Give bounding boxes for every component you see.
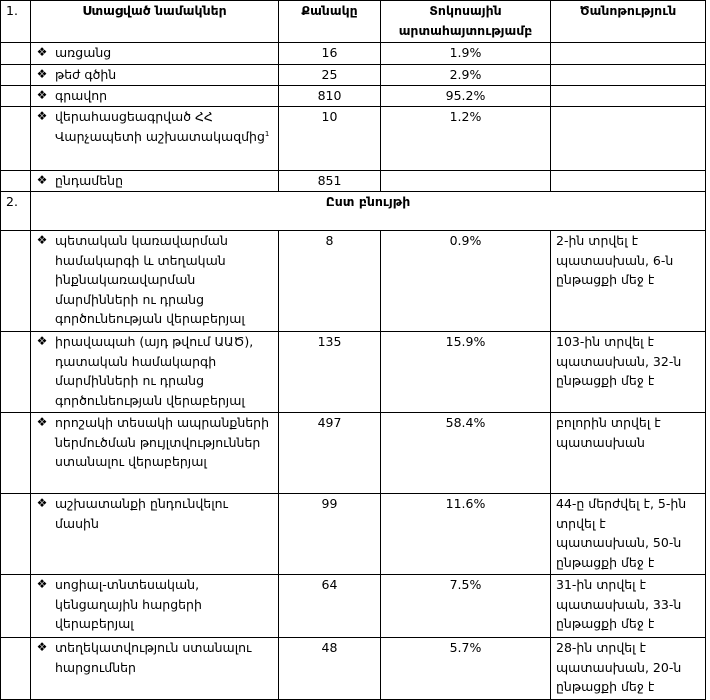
row-percent: 5.7%	[381, 638, 551, 700]
row-label: սոցիալ-տնտեսական, կենցաղային հարցերի վերաբերյալ	[55, 577, 202, 631]
section-number: 2.	[1, 192, 31, 231]
row-count: 851	[279, 171, 381, 192]
row-count: 25	[279, 65, 381, 86]
row-note: 103-ին տրվել է պատասխան, 32-ն ընթացքի մեջ է	[551, 332, 706, 413]
row-label: պետական կառավարման համակարգի և տեղական ինքնակառավարման մարմինների ու դրանց գործունեության վերաբերյալ	[55, 233, 245, 326]
column-header-count: Քանակը	[279, 1, 381, 43]
table-row	[1, 638, 706, 700]
row-note: 28-ին տրվել է պատասխան, 20-ն ընթացքի մեջ է	[551, 638, 706, 700]
table-row	[1, 86, 706, 107]
bullet-icon: ❖	[36, 173, 48, 187]
bullet-icon: ❖	[36, 496, 48, 510]
row-percent: 2.9%	[381, 65, 551, 86]
row-note: 2-ին տրվել է պատասխան, 6-ն ընթացքի մեջ է	[551, 231, 706, 332]
section-title: Ըստ բնույթի	[31, 192, 706, 231]
bullet-icon: ❖	[36, 109, 48, 123]
row-label: առցանց	[55, 45, 112, 60]
row-count: 64	[279, 575, 381, 638]
table-row	[1, 332, 706, 413]
header-row	[1, 1, 706, 43]
row-label: թեժ գծին	[55, 67, 117, 82]
row-note: 31-ին տրվել է պատասխան, 33-ն ընթացքի մեջ է	[551, 575, 706, 638]
row-label: իրավապահ (այդ թվում ԱԱԾ), դատական համակարգի մարմինների ու դրանց գործունեության վերաբերյալ	[55, 334, 254, 408]
row-note: 44-ը մերժվել է, 5-ին տրվել է պատասխան, 50-ն ընթացքի մեջ է	[551, 494, 706, 575]
table-row	[1, 171, 706, 192]
row-count: 16	[279, 43, 381, 65]
row-count: 99	[279, 494, 381, 575]
row-note	[551, 65, 706, 86]
row-label: գրավոր	[55, 88, 108, 103]
bullet-icon: ❖	[36, 67, 48, 81]
column-header-percent: Տոկոսային արտահայտությամբ	[381, 1, 551, 43]
row-count: 48	[279, 638, 381, 700]
row-percent: 15.9%	[381, 332, 551, 413]
row-label: աշխատանքի ընդունվելու մասին	[55, 496, 228, 531]
table-row	[1, 413, 706, 494]
bullet-icon: ❖	[36, 334, 48, 348]
table-row	[1, 494, 706, 575]
row-percent: 11.6%	[381, 494, 551, 575]
bullet-icon: ❖	[36, 45, 48, 59]
bullet-icon: ❖	[36, 233, 48, 247]
row-percent	[381, 171, 551, 192]
row-percent: 0.9%	[381, 231, 551, 332]
row-note	[551, 107, 706, 171]
table-row	[1, 575, 706, 638]
row-percent: 1.2%	[381, 107, 551, 171]
table-row	[1, 107, 706, 171]
row-note: բոլորին տրվել է պատասխան	[551, 413, 706, 494]
row-note	[551, 86, 706, 107]
table-row	[1, 65, 706, 86]
row-count: 8	[279, 231, 381, 332]
row-label: վերահասցեագրված ՀՀ Վարչապետի աշխատակազմից	[55, 109, 265, 144]
row-percent: 1.9%	[381, 43, 551, 65]
bullet-icon: ❖	[36, 640, 48, 654]
column-header-note: Ծանոթություն	[551, 1, 706, 43]
row-percent: 58.4%	[381, 413, 551, 494]
bullet-icon: ❖	[36, 88, 48, 102]
row-percent: 7.5%	[381, 575, 551, 638]
section-heading-row	[1, 192, 706, 231]
row-percent: 95.2%	[381, 86, 551, 107]
bullet-icon: ❖	[36, 577, 48, 591]
row-count: 497	[279, 413, 381, 494]
row-label: ընդամենը	[55, 173, 123, 188]
footnote-marker: 1	[264, 129, 270, 138]
section-number: 1.	[1, 1, 31, 43]
table-row	[1, 231, 706, 332]
bullet-icon: ❖	[36, 415, 48, 429]
row-label: որոշակի տեսակի ապրանքների ներմուծման թույլտվություններ ստանալու վերաբերյալ	[55, 415, 270, 469]
table-row	[1, 43, 706, 65]
column-header-name: Ստացված նամակներ	[31, 1, 279, 43]
row-label: տեղեկատվություն ստանալու հարցումներ	[55, 640, 252, 675]
row-count: 10	[279, 107, 381, 171]
row-count: 135	[279, 332, 381, 413]
row-note	[551, 171, 706, 192]
row-note	[551, 43, 706, 65]
row-count: 810	[279, 86, 381, 107]
